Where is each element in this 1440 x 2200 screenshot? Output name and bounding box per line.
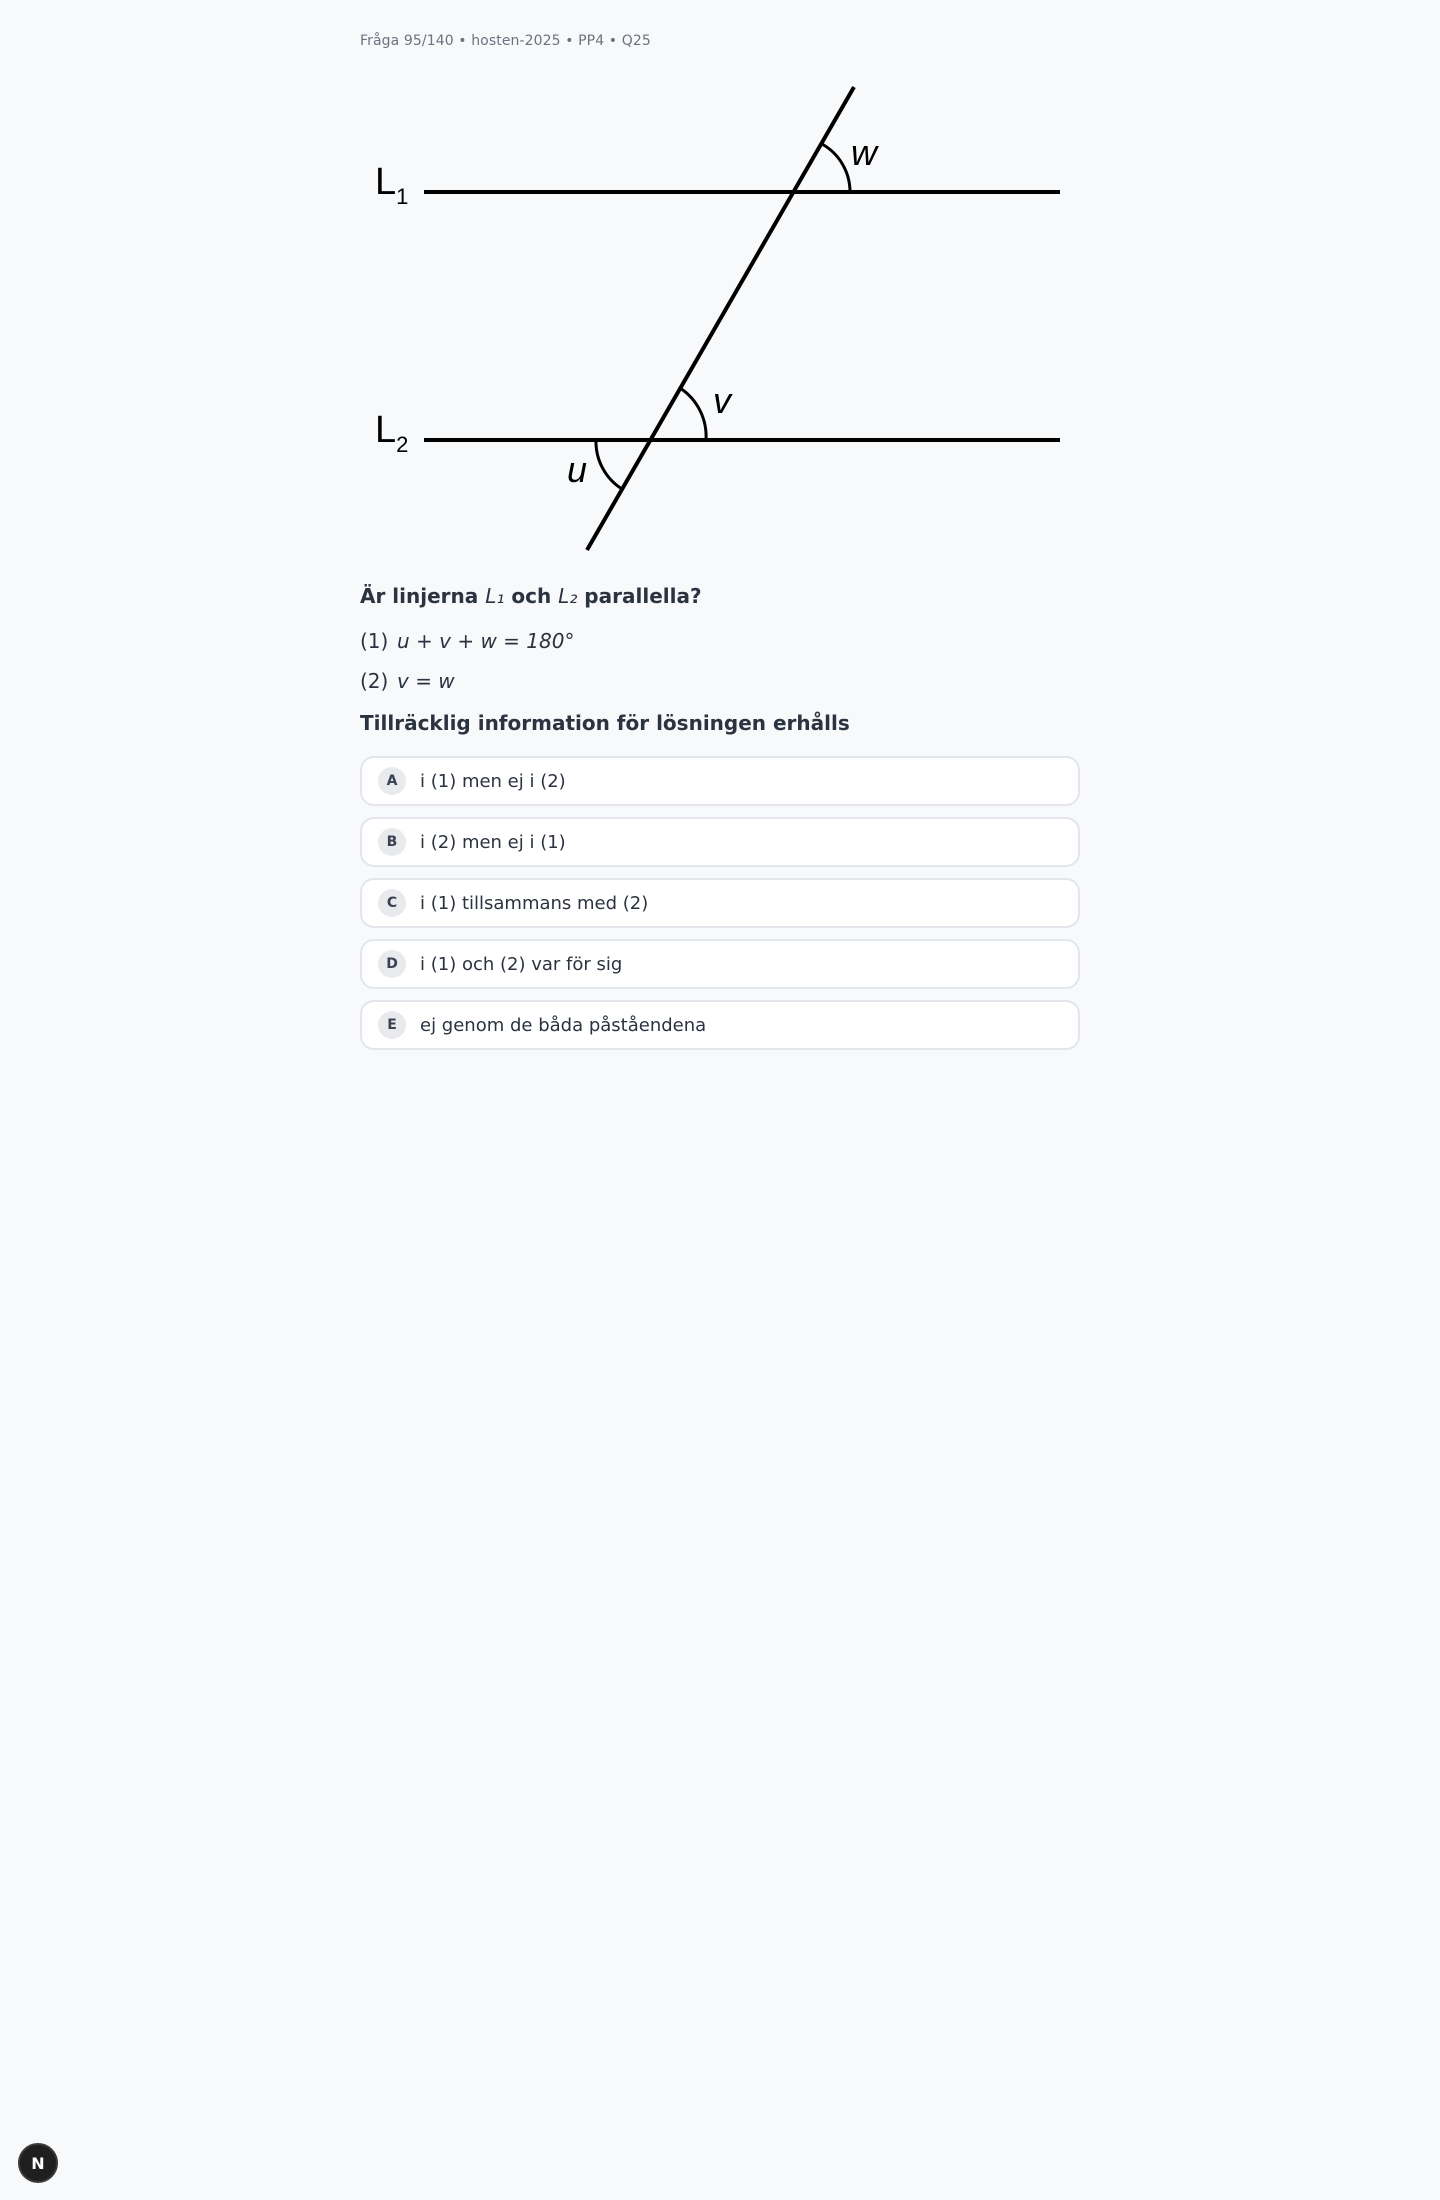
angle-w-arc — [822, 144, 850, 192]
question-middle: och — [504, 584, 559, 608]
nextjs-devtools-button[interactable] — [18, 2143, 58, 2183]
label-angle-u: u — [567, 449, 588, 490]
angle-v-arc — [680, 388, 706, 440]
question-prefix: Är linjerna — [360, 584, 486, 608]
nextjs-logo-icon: N — [31, 2153, 45, 2173]
option-b-letter: B — [378, 828, 406, 856]
label-l2: $L_2$ — [375, 409, 409, 457]
option-a-letter: A — [378, 767, 406, 795]
label-angle-v: v — [713, 380, 731, 421]
question-text — [360, 584, 702, 608]
question-suffix: parallella? — [577, 584, 702, 608]
sufficiency-label: Tillräcklig information för lösningen erhålls — [360, 711, 850, 735]
statement-1-expression: u + v + w = 180° — [397, 629, 575, 653]
statement-2-number: (2) — [360, 669, 389, 693]
option-c[interactable] — [360, 878, 1080, 928]
parallel-lines-diagram — [360, 80, 1080, 560]
option-d[interactable] — [360, 939, 1080, 989]
option-e-letter: E — [378, 1011, 406, 1039]
statement-1 — [360, 629, 574, 653]
option-c-letter: C — [378, 889, 406, 917]
option-d-letter: D — [378, 950, 406, 978]
option-e-text: ej genom de båda påståendena — [420, 1014, 707, 1036]
option-e[interactable] — [360, 1000, 1080, 1050]
label-l1: $L_1$ — [375, 161, 409, 209]
option-b-text: i (2) men ej i (1) — [420, 831, 566, 853]
angle-u-arc — [596, 440, 622, 489]
transversal-line — [587, 87, 854, 550]
option-a[interactable] — [360, 756, 1080, 806]
option-c-text: i (1) tillsammans med (2) — [420, 892, 649, 914]
option-b[interactable] — [360, 817, 1080, 867]
option-d-text: i (1) och (2) var för sig — [420, 953, 623, 975]
label-angle-w: w — [851, 132, 877, 173]
answer-options — [360, 756, 1080, 1061]
question-l2: L₂ — [558, 584, 578, 608]
geometry-figure — [360, 80, 1080, 560]
question-meta: Fråga 95/140 • hosten-2025 • PP4 • Q25 — [360, 33, 651, 49]
statement-2 — [360, 669, 455, 693]
option-a-text: i (1) men ej i (2) — [420, 770, 566, 792]
statement-1-number: (1) — [360, 629, 389, 653]
question-l1: L₁ — [485, 584, 505, 608]
statement-2-expression: v = w — [397, 669, 455, 693]
